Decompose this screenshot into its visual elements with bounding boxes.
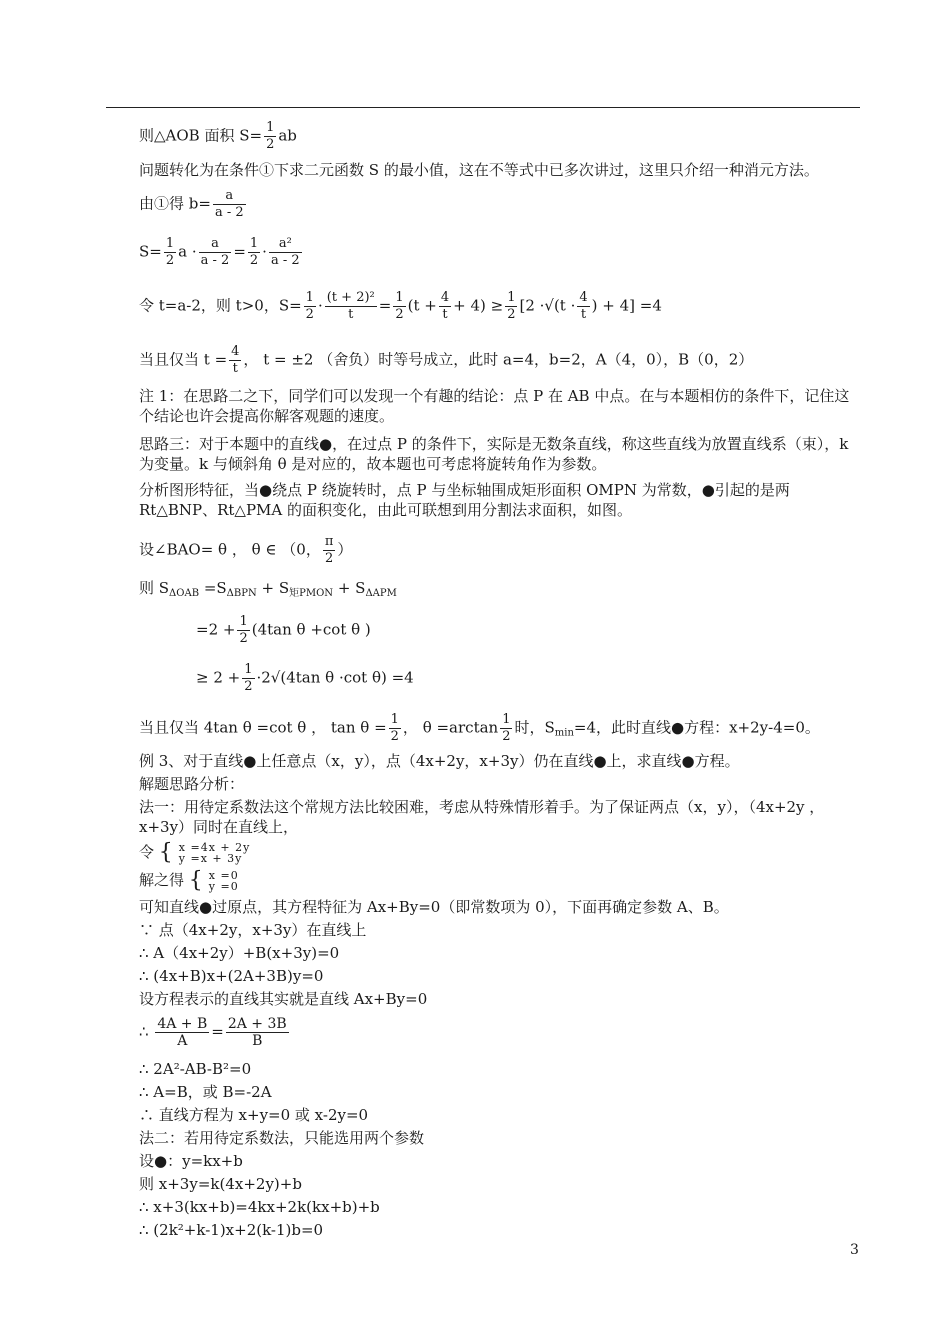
eq-area-aob: 则△AOB 面积 S= $\frac{1}{2}$ ab bbox=[139, 120, 297, 152]
step-8: 则 x+3y=k(4x+2y)+b bbox=[139, 1175, 302, 1193]
eq-area-split: 则 $S_{\Delta OAB} =S_{\Delta BPN} + S_{矩PMON} + S_{\Delta APM}$ bbox=[139, 579, 397, 599]
note-1: 注 1：在思路二之下，同学们可以发现一个有趣的结论：点 P 在 AB 中点。在与本题相仿的条件下，记住这个结论也许会提高你解客观题的速度。 bbox=[139, 387, 850, 425]
eq-equality-condition: 当且仅当 t = $\frac{4}{t}$ ， t = ±2 （舍负）时等号成立，此时 a=4，b=2，A（4，0），B（0，2） bbox=[139, 344, 754, 376]
step-6: ∴ 直线方程为 x+y=0 或 x-2y=0 bbox=[139, 1106, 369, 1124]
step-7: 设●：y=kx+b bbox=[139, 1152, 243, 1170]
page-number: 3 bbox=[850, 1242, 859, 1258]
eq-system-let: 令 { x =4x + 2y y =x + 3y bbox=[139, 840, 251, 865]
step-2: ∴ (4x+B)x+(2A+3B)y=0 bbox=[139, 967, 324, 985]
eq-angle-def: 设∠BAO= θ ， θ ∈ （0， $\frac{\pi}{2}$ ） bbox=[139, 534, 353, 566]
step-since: ∵ 点（4x+2y，x+3y）在直线上 bbox=[139, 921, 367, 939]
example-3: 例 3、对于直线●上任意点（x，y），点（4x+2y，x+3y）仍在直线●上，求直线●方程。 bbox=[139, 752, 740, 770]
eq-s-expression: S= $\frac{1}{2}$ a · $\frac{a}{a - 2}$ = $\frac{1}{2}$ · $\frac{\text{a²}}{a - 2}$ bbox=[139, 236, 300, 268]
step-9: ∴ x+3(kx+b)=4kx+2k(kx+b)+b bbox=[139, 1198, 380, 1216]
eq-ratio: ∴ $\frac{4A + B}{A}$ = $\frac{2A + 3B}{B}$ bbox=[139, 1016, 287, 1049]
eq-substitution-t: 令 t=a-2，则 t>0，S= $\frac{1}{2}$ · $\frac{\text{(t + 2)²}}{t}$ = $\frac{1}{2}$ (t + $\frac{4}{t}$ + 4) ≥ $\frac{1}{2}$ [2 ·√(t · $\frac{4}{t}$ ) + 4] =4 bbox=[139, 290, 662, 322]
solution-heading: 解题思路分析： bbox=[139, 775, 245, 793]
step-10: ∴ (2k²+k-1)x+2(k-1)b=0 bbox=[139, 1221, 324, 1239]
text-problem-transform: 问题转化为在条件①下求二元函数 S 的最小值，这在不等式中已多次讲过，这里只介绍一种消元方法。 bbox=[139, 161, 819, 179]
method-2: 法二：若用待定系数法，只能选用两个参数 bbox=[139, 1129, 425, 1147]
step-3: 设方程表示的直线其实就是直线 Ax+By=0 bbox=[139, 990, 428, 1008]
eq-area-tan-cot: =2 + $\frac{1}{2}$ (4tan θ +cot θ ) bbox=[196, 614, 371, 646]
method-1: 法一：用待定系数法这个常规方法比较困难，考虑从特殊情形着手。为了保证两点（x，y），（4x+2y ，x+3y）同时在直线上， bbox=[139, 798, 825, 836]
header-rule bbox=[106, 107, 860, 108]
step-5: ∴ A=B，或 B=-2A bbox=[139, 1083, 272, 1101]
text-line-through-origin: 可知直线●过原点，其方程特征为 Ax+By=0（即常数项为 0），下面再确定参数 A、B。 bbox=[139, 898, 729, 916]
figure-analysis: 分析图形特征，当●绕点 P 绕旋转时，点 P 与坐标轴围成矩形面积 OMPN 为常数，●引起的是两 Rt△BNP、Rt△PMA 的面积变化，由此可联想到用分割法求面积，如图。 bbox=[139, 481, 790, 519]
approach-3: 思路三：对于本题中的直线●，在过点 P 的条件下，实际是无数条直线，称这些直线为放置直线系（束），k 为变量。k 与倾斜角 θ 是对应的，故本题也可考虑将旋转角作为参数。 bbox=[139, 435, 849, 473]
eq-b-from-1: 由①得 b= $\frac{a}{a - 2}$ bbox=[139, 188, 244, 220]
eq-area-inequality: ≥ 2 + $\frac{1}{2}$ ·2√(4tan θ ·cot θ) =4 bbox=[196, 662, 414, 694]
eq-min-condition: 当且仅当 4tan θ =cot θ ， tan θ = $\frac{1}{2}$ ， θ =arctan $\frac{1}{2}$ 时，$S_{min}=4$，此时直线●方程：x+2y-4=0。 bbox=[139, 712, 820, 744]
step-4: ∴ 2A²-AB-B²=0 bbox=[139, 1060, 252, 1078]
step-1: ∴ A（4x+2y）+B(x+3y)=0 bbox=[139, 944, 340, 962]
eq-system-solution: 解之得 { x =0 y =0 bbox=[139, 868, 239, 893]
